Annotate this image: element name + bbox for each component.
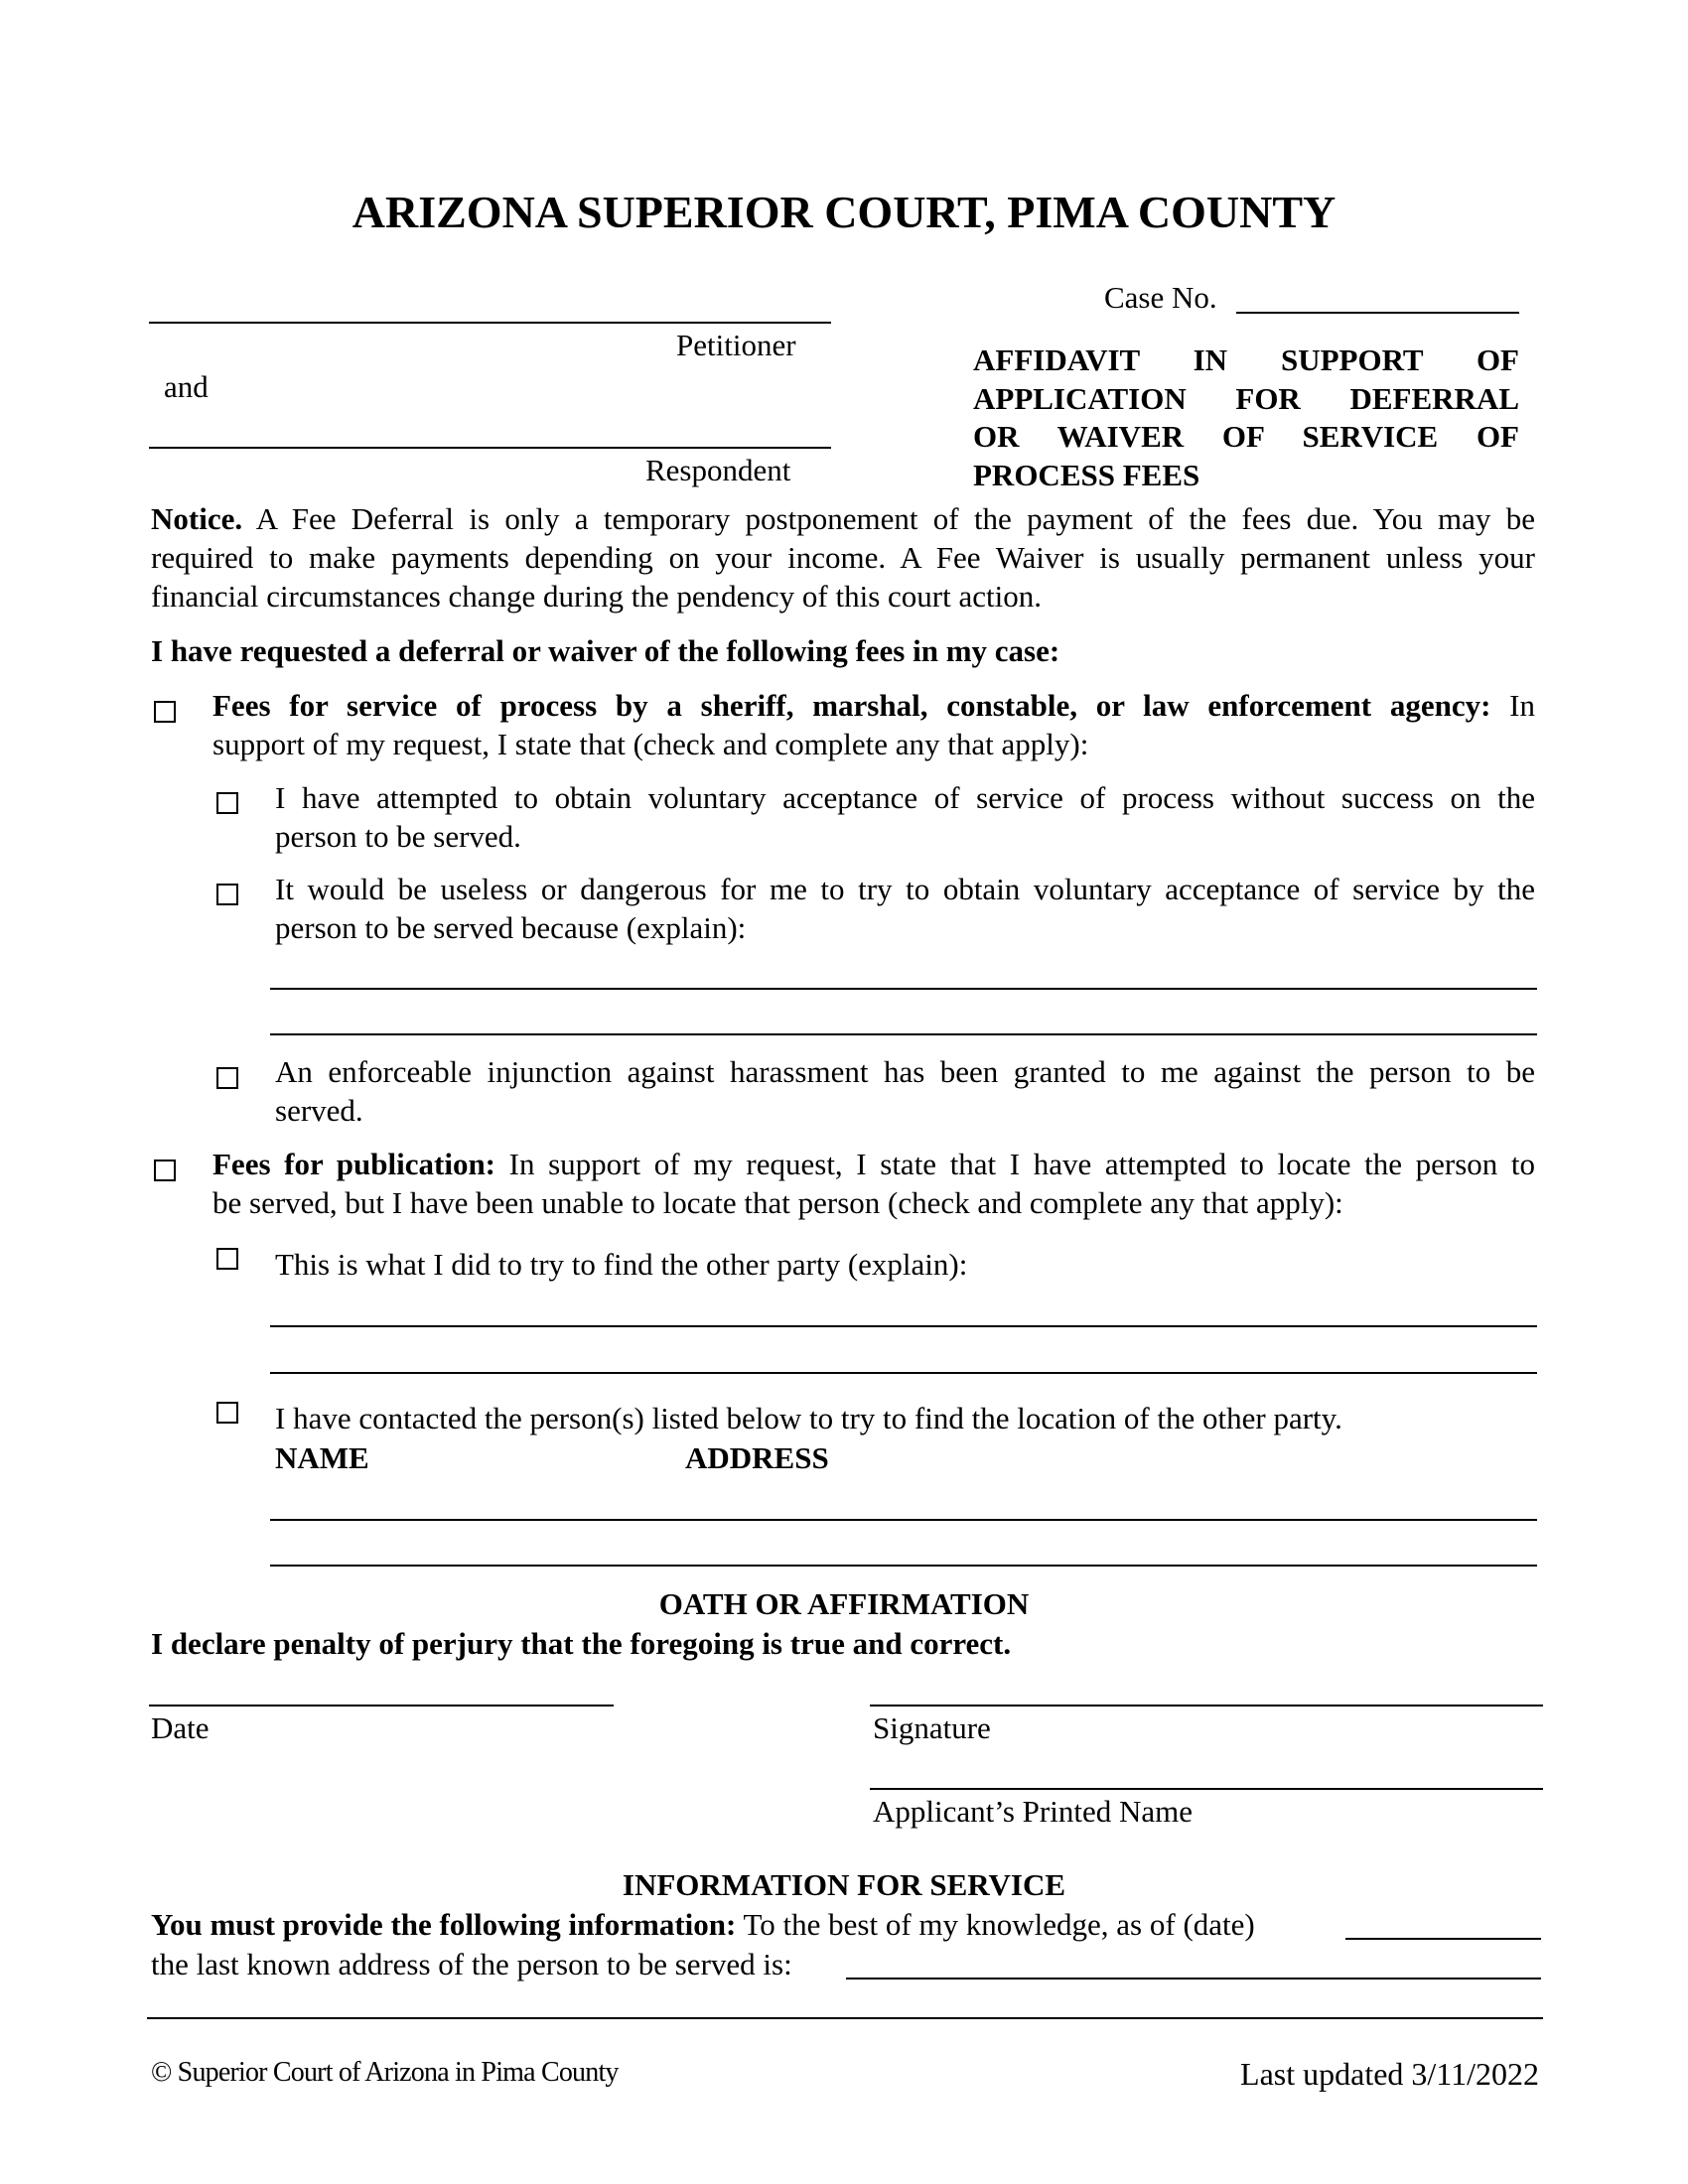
- printed-name-field[interactable]: [870, 1788, 1543, 1790]
- contact-entry-line[interactable]: [270, 1565, 1537, 1567]
- signature-label: Signature: [873, 1710, 991, 1745]
- service-fees-text: [212, 686, 1535, 763]
- and-label: and: [164, 369, 209, 404]
- page-title: ARIZONA SUPERIOR COURT, PIMA COUNTY: [352, 187, 1336, 237]
- publication-fees-checkbox[interactable]: [154, 1160, 176, 1181]
- affidavit-title: [973, 341, 1519, 494]
- petitioner-field[interactable]: [149, 322, 831, 324]
- oath-heading: OATH OR AFFIRMATION: [658, 1586, 1030, 1621]
- signature-field[interactable]: [870, 1705, 1543, 1706]
- explain-line[interactable]: [270, 1325, 1537, 1327]
- service-info-heading: INFORMATION FOR SERVICE: [622, 1867, 1066, 1902]
- affidavit-title-line: APPLICATION FOR DEFERRAL: [973, 380, 1519, 416]
- affidavit-title-line: AFFIDAVIT IN SUPPORT OF: [973, 342, 1519, 377]
- case-no-label: Case No.: [1104, 280, 1217, 315]
- service-option1-text: [275, 778, 1535, 856]
- notice-text: required to make payments depending on your income. A Fee Waiver is usually permanent unless your: [151, 540, 1535, 575]
- service-option3-text: [275, 1052, 1535, 1130]
- service-fees-label: Fees for service of process by a sheriff, marshal, constable, or law enforcement agency:: [212, 688, 1491, 723]
- notice-text: A Fee Deferral is only a temporary postponement of the payment of the fees due. You may be: [242, 501, 1535, 536]
- service-info-text: To the best of my knowledge, as of (date): [736, 1907, 1255, 1942]
- footer-updated: Last updated 3/11/2022: [1240, 2056, 1539, 2092]
- service-option3-line: An enforceable injunction against harassment has been granted to me against the person to be: [275, 1054, 1535, 1089]
- notice-text: financial circumstances change during the pendency of this court action.: [151, 579, 1042, 614]
- contact-entry-line[interactable]: [270, 1519, 1537, 1521]
- publication-option2-text: I have contacted the person(s) listed below to try to find the location of the other party.: [275, 1401, 1342, 1435]
- publication-option2-checkbox[interactable]: [216, 1402, 238, 1424]
- publication-fees-text-tail: In support of my request, I state that I have attempted to locate the person to: [495, 1147, 1536, 1181]
- service-option3-line: served.: [275, 1093, 363, 1128]
- service-fees-text-tail: In: [1490, 688, 1535, 723]
- service-info-label: You must provide the following information:: [151, 1907, 737, 1942]
- last-known-address-field[interactable]: [846, 1978, 1541, 1979]
- footer-copyright: © Superior Court of Arizona in Pima County: [151, 2057, 619, 2088]
- petitioner-label: Petitioner: [676, 328, 796, 362]
- explain-line[interactable]: [270, 1033, 1537, 1035]
- service-option1-line: person to be served.: [275, 819, 521, 854]
- service-fees-checkbox[interactable]: [154, 701, 176, 723]
- affidavit-title-line: PROCESS FEES: [973, 457, 1200, 492]
- publication-option1-text: This is what I did to try to find the other party (explain):: [275, 1247, 968, 1282]
- publication-fees-text: [212, 1145, 1535, 1222]
- name-column-header: NAME: [275, 1440, 369, 1475]
- date-label: Date: [151, 1710, 210, 1745]
- as-of-date-field[interactable]: [1345, 1938, 1541, 1940]
- affidavit-title-line: OR WAIVER OF SERVICE OF: [973, 419, 1519, 454]
- respondent-label: Respondent: [645, 453, 791, 487]
- service-option3-checkbox[interactable]: [216, 1067, 238, 1089]
- service-option2-checkbox[interactable]: [216, 884, 238, 905]
- address-column-header: ADDRESS: [685, 1440, 829, 1475]
- service-option2-line: person to be served because (explain):: [275, 910, 747, 945]
- service-option1-line: I have attempted to obtain voluntary acceptance of service of process without success on the: [275, 780, 1535, 815]
- notice-label: Notice.: [151, 501, 243, 536]
- request-heading: I have requested a deferral or waiver of the following fees in my case:: [151, 633, 1060, 668]
- notice-paragraph: [151, 499, 1535, 615]
- service-option2-line: It would be useless or dangerous for me to try to obtain voluntary acceptance of service by the: [275, 872, 1535, 906]
- footer-divider: [147, 2017, 1543, 2019]
- date-field[interactable]: [149, 1705, 614, 1706]
- publication-fees-label: Fees for publication:: [212, 1147, 496, 1181]
- explain-line[interactable]: [270, 1372, 1537, 1374]
- respondent-field[interactable]: [149, 447, 831, 449]
- service-option1-checkbox[interactable]: [216, 792, 238, 814]
- service-info-line2: the last known address of the person to be served is:: [151, 1947, 792, 1981]
- service-fees-text-line: support of my request, I state that (check and complete any that apply):: [212, 727, 1089, 761]
- service-option2-text: [275, 870, 1535, 947]
- case-no-field[interactable]: [1236, 312, 1519, 314]
- publication-option1-checkbox[interactable]: [216, 1248, 238, 1270]
- explain-line[interactable]: [270, 988, 1537, 990]
- service-info-line1: [151, 1905, 1255, 1944]
- printed-name-label: Applicant’s Printed Name: [873, 1794, 1193, 1829]
- publication-fees-text-line: be served, but I have been unable to locate that person (check and complete any that apply):: [212, 1185, 1343, 1220]
- oath-statement: I declare penalty of perjury that the foregoing is true and correct.: [151, 1626, 1012, 1661]
